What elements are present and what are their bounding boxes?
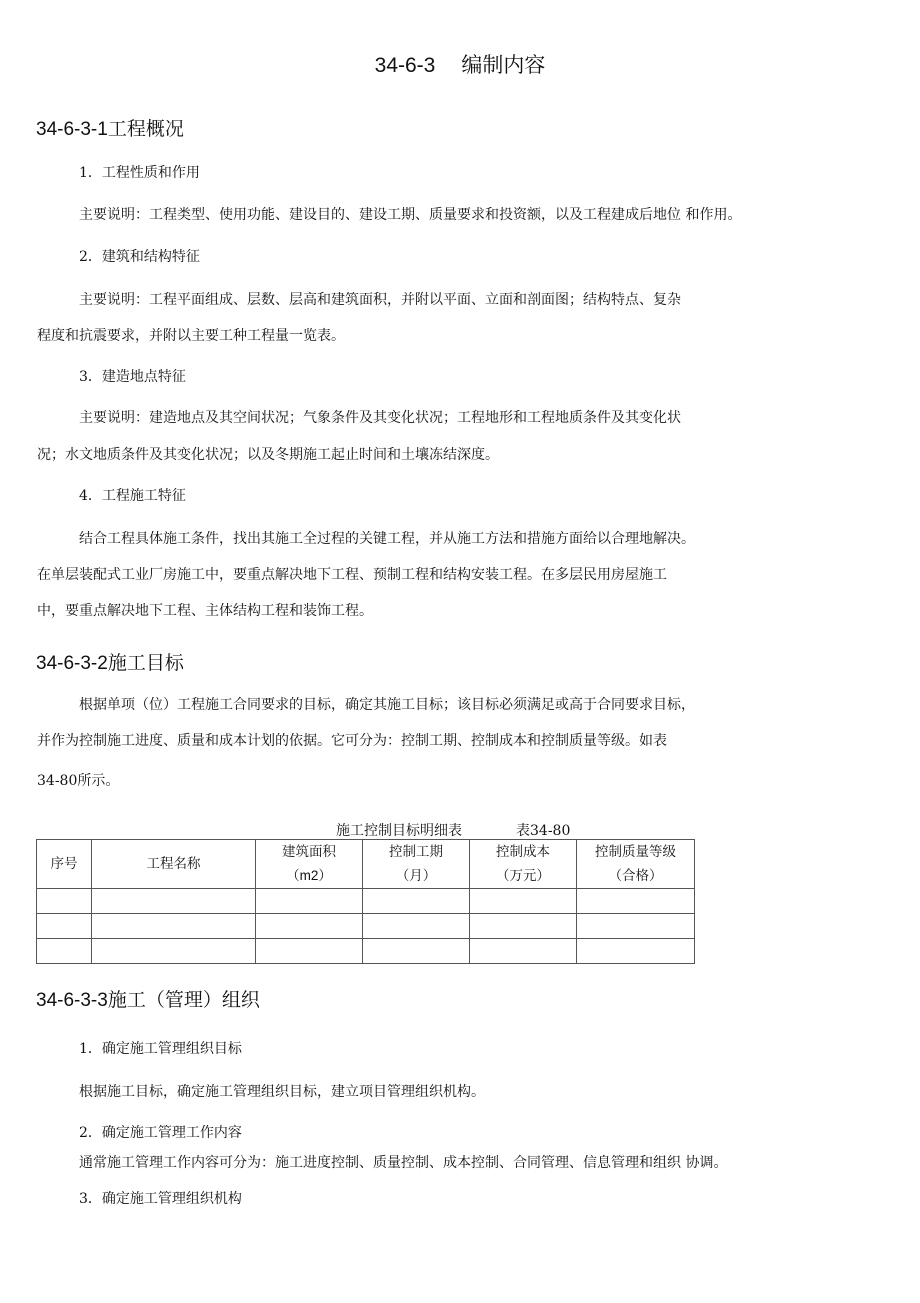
col-header-floor-area: 建筑面积 （m2） <box>256 840 363 889</box>
table-row <box>37 914 695 939</box>
heading-construction-goals: 34-6-3-2施工目标 <box>36 653 184 674</box>
paragraph-construction-line2: 在单层装配式工业厂房施工中，要重点解决地下工程、预制工程和结构安装工程。在多层民用房屋施工 <box>37 567 667 583</box>
paragraph-site-line1: 主要说明：建造地点及其空间状况；气象条件及其变化状况；工程地形和工程地质条件及其变化状 <box>79 410 681 426</box>
table-header-row <box>37 840 695 889</box>
paragraph-goals-line1: 根据单项（位）工程施工合同要求的目标，确定其施工目标；该目标必须满足或高于合同要求目标， <box>79 697 695 713</box>
paragraph-architecture-line2: 程度和抗震要求，并附以主要工种工程量一览表。 <box>37 328 345 344</box>
col-header-serial: 序号 <box>37 840 92 889</box>
section-number: 34-6-3 <box>374 54 436 77</box>
section-title: 编制内容 <box>461 54 546 77</box>
item-mgmt-content: 2．确定施工管理工作内容 <box>79 1125 242 1141</box>
control-targets-table <box>36 839 695 964</box>
item-org-structure: 3．确定施工管理组织机构 <box>79 1191 242 1207</box>
paragraph-nature: 主要说明：工程类型、使用功能、建设目的、建设工期、质量要求和投资额，以及工程建成后地位 和作用。 <box>79 207 742 223</box>
table-number: 表34-80 <box>516 823 571 839</box>
paragraph-org-goals: 根据施工目标，确定施工管理组织目标，建立项目管理组织机构。 <box>79 1084 485 1100</box>
paragraph-construction-line3: 中，要重点解决地下工程、主体结构工程和装饰工程。 <box>37 603 373 619</box>
col-header-project-name: 工程名称 <box>92 840 256 889</box>
paragraph-mgmt-content: 通常施工管理工作内容可分为：施工进度控制、质量控制、成本控制、合同管理、信息管理和组织 协调。 <box>79 1155 728 1171</box>
table-caption: 施工控制目标明细表 <box>336 823 462 839</box>
item-org-goals: 1．确定施工管理组织目标 <box>79 1041 242 1057</box>
col-header-duration: 控制工期 （月） <box>363 840 470 889</box>
item-architecture-structure: 2．建筑和结构特征 <box>79 249 200 265</box>
table-row <box>37 939 695 964</box>
paragraph-construction-line1: 结合工程具体施工条件，找出其施工全过程的关键工程，并从施工方法和措施方面给以合理地解决。 <box>79 531 695 547</box>
heading-management-organization: 34-6-3-3施工（管理）组织 <box>36 990 260 1011</box>
paragraph-goals-line2: 并作为控制施工进度、质量和成本计划的依据。它可分为：控制工期、控制成本和控制质量等级。如表 <box>37 733 667 749</box>
col-header-quality: 控制质量等级 （合格） <box>577 840 695 889</box>
paragraph-architecture-line1: 主要说明：工程平面组成、层数、层高和建筑面积，并附以平面、立面和剖面图；结构特点、复杂 <box>79 292 681 308</box>
heading-project-overview: 34-6-3-1工程概况 <box>36 119 184 140</box>
paragraph-goals-line3: 34-80所示。 <box>37 773 120 789</box>
paragraph-site-line2: 况；水文地质条件及其变化状况；以及冬期施工起止时间和土壤冻结深度。 <box>37 447 499 463</box>
page-title <box>0 49 920 79</box>
col-header-cost: 控制成本 （万元） <box>470 840 577 889</box>
item-construction-features: 4．工程施工特征 <box>79 488 186 504</box>
table-row <box>37 889 695 914</box>
item-nature-and-role: 1．工程性质和作用 <box>79 165 200 181</box>
item-site-features: 3．建造地点特征 <box>79 369 186 385</box>
